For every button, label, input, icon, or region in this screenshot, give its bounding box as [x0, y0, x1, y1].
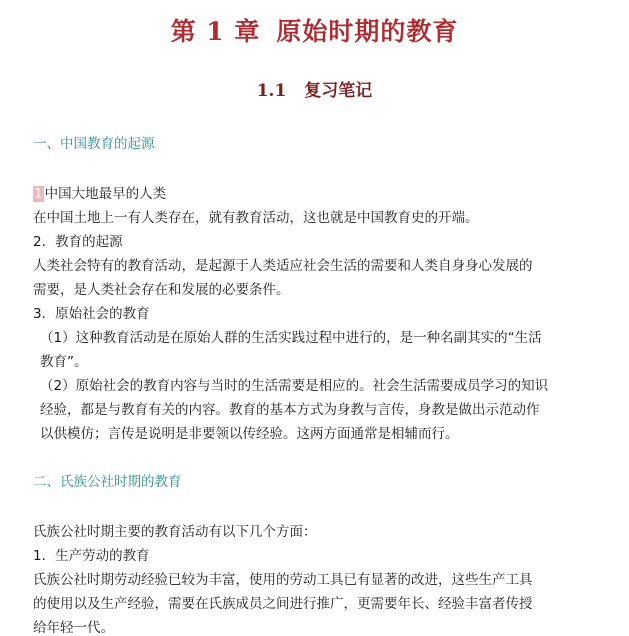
chapter-number: 第 1 章 — [170, 17, 261, 46]
paragraph-line: 给年轻一代。 — [33, 620, 114, 636]
paragraph-line: （1）这种教育活动是在原始人群的生活实践过程中进行的，是一种名副其实的“生活 — [40, 330, 542, 346]
paragraph-line: 人类社会特有的教育活动，是起源于人类适应社会生活的需要和人类自身身心发展的 — [33, 258, 533, 274]
part2-heading: 二、氏族公社时期的教育 — [33, 474, 182, 490]
part1-item1-title-text: 中国大地最早的人类 — [44, 186, 167, 202]
paragraph-line: （2）原始社会的教育内容与当时的生活需要是相应的。社会生活需要成员学习的知识 — [40, 378, 549, 394]
paragraph-line: 氏族公社时期主要的教育活动有以下几个方面： — [33, 524, 317, 540]
chapter-name: 原始时期的教育 — [276, 17, 459, 46]
part1-item1-title — [33, 182, 166, 202]
paragraph-line: 在中国土地上一有人类存在，就有教育活动，这也就是中国教育史的开端。 — [33, 210, 479, 226]
paragraph-line: 教育”。 — [40, 354, 88, 370]
paragraph-line: 需要，是人类社会存在和发展的必要条件。 — [33, 282, 290, 298]
section-title — [0, 76, 629, 101]
paragraph-line: 以供模仿；言传是说明是非要领以传经验。这两方面通常是相辅而行。 — [40, 426, 459, 442]
section-number: 1.1 — [256, 81, 287, 101]
highlight-marker: 1 — [34, 186, 43, 202]
part1-item3-title: 3．原始社会的教育 — [33, 306, 150, 322]
paragraph-line: 的使用以及生产经验，需要在氏族成员之间进行推广，更需要年长、经验丰富者传授 — [33, 596, 533, 612]
part1-heading: 一、中国教育的起源 — [33, 136, 155, 152]
section-name: 复习笔记 — [304, 81, 373, 101]
paragraph-line: 经验，都是与教育有关的内容。教育的基本方式为身教与言传，身教是做出示范动作 — [40, 402, 540, 418]
part2-item1-title: 1．生产劳动的教育 — [33, 548, 150, 564]
part1-item2-title: 2．教育的起源 — [33, 234, 123, 250]
chapter-title — [0, 12, 629, 48]
paragraph-line: 氏族公社时期劳动经验已较为丰富，使用的劳动工具已有显著的改进，这些生产工具 — [33, 572, 533, 588]
